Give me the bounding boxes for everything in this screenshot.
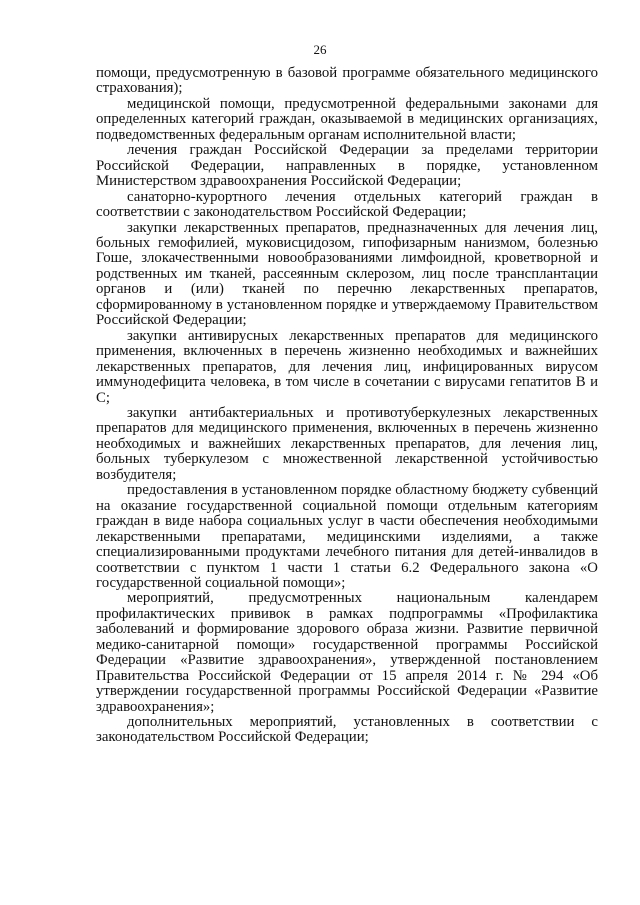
paragraph-antiviral-procurement: закупки антивирусных лекарственных препаратов для медицинского применения, включенных в перечень жизненно необходимых и важнейших лекарственных препаратов, для лечения лиц, инфицированных вирусом иммунодефицита человека, в том числе в сочетании с вирусами гепатитов В и С; [96, 327, 598, 406]
paragraph-additional-measures: дополнительных мероприятий, установленных в соответствии с законодательством Российской Федерации; [96, 714, 598, 746]
paragraph-antibacterial-procurement: закупки антибактериальных и противотуберкулезных лекарственных препаратов для медицинского применения, включенных в перечень жизненно необходимых и важнейших лекарственных препаратов, для лечения лиц, больных туберкулезом с множественной лекарственной устойчивостью возбудителя; [96, 404, 598, 483]
paragraph-sanatorium-treatment: санаторно-курортного лечения отдельных категорий граждан в соответствии с законодательством Российской Федерации; [96, 188, 598, 221]
paragraph-treatment-abroad: лечения граждан Российской Федерации за пределами территории Российской Федерации, направленных в порядке, установленном Министерством здравоохранения Российской Федерации; [96, 142, 598, 190]
paragraph-drug-procurement: закупки лекарственных препаратов, предназначенных для лечения лиц, больных гемофилией, муковисцидозом, гипофизарным нанизмом, болезнью Гоше, злокачественными новообразованиями лимфоидной, кроветворной и родственных им тканей, рассеянным склерозом, лиц после трансплантации органов и (или) тканей по перечню лекарственных препаратов, сформированному в установленном порядке и утверждаемому Правительством Российской Федерации; [96, 219, 598, 329]
paragraph-subventions: предоставления в установленном порядке областному бюджету субвенций на оказание государственной социальной помощи отдельным категориям граждан в виде набора социальных услуг в части обеспечения необходимыми лекарственными препаратами, медицинскими изделиями, а также специализированными продуктами лечебного питания для детей-инвалидов в соответствии с пунктом 1 части 1 статьи 6.2 Федерального закона «О государственной социальной помощи»; [96, 482, 598, 591]
paragraph-vaccination-calendar: мероприятий, предусмотренных национальным календарем профилактических прививок в рамках подпрограммы «Профилактика заболеваний и формирование здорового образа жизни. Развитие первичной медико-санитарной помощи» государственной программы Российской Федерации «Развитие здравоохранения», утвержденной постановлением Правительства Российской Федерации от 15 апреля 2014 г. № 294 «Об утверждении государственной программы Российской Федерации «Развитие здравоохранения»; [96, 590, 598, 715]
page-number: 26 [313, 42, 327, 57]
paragraph-federal-laws-care: медицинской помощи, предусмотренной федеральными законами для определенных категорий граждан, оказываемой в медицинских организациях, подведомственных федеральным органам исполнительной власти; [96, 95, 598, 143]
paragraph-continuation: помощи, предусмотренную в базовой программе обязательного медицинского страхования); [96, 65, 598, 97]
document-body [96, 66, 598, 746]
